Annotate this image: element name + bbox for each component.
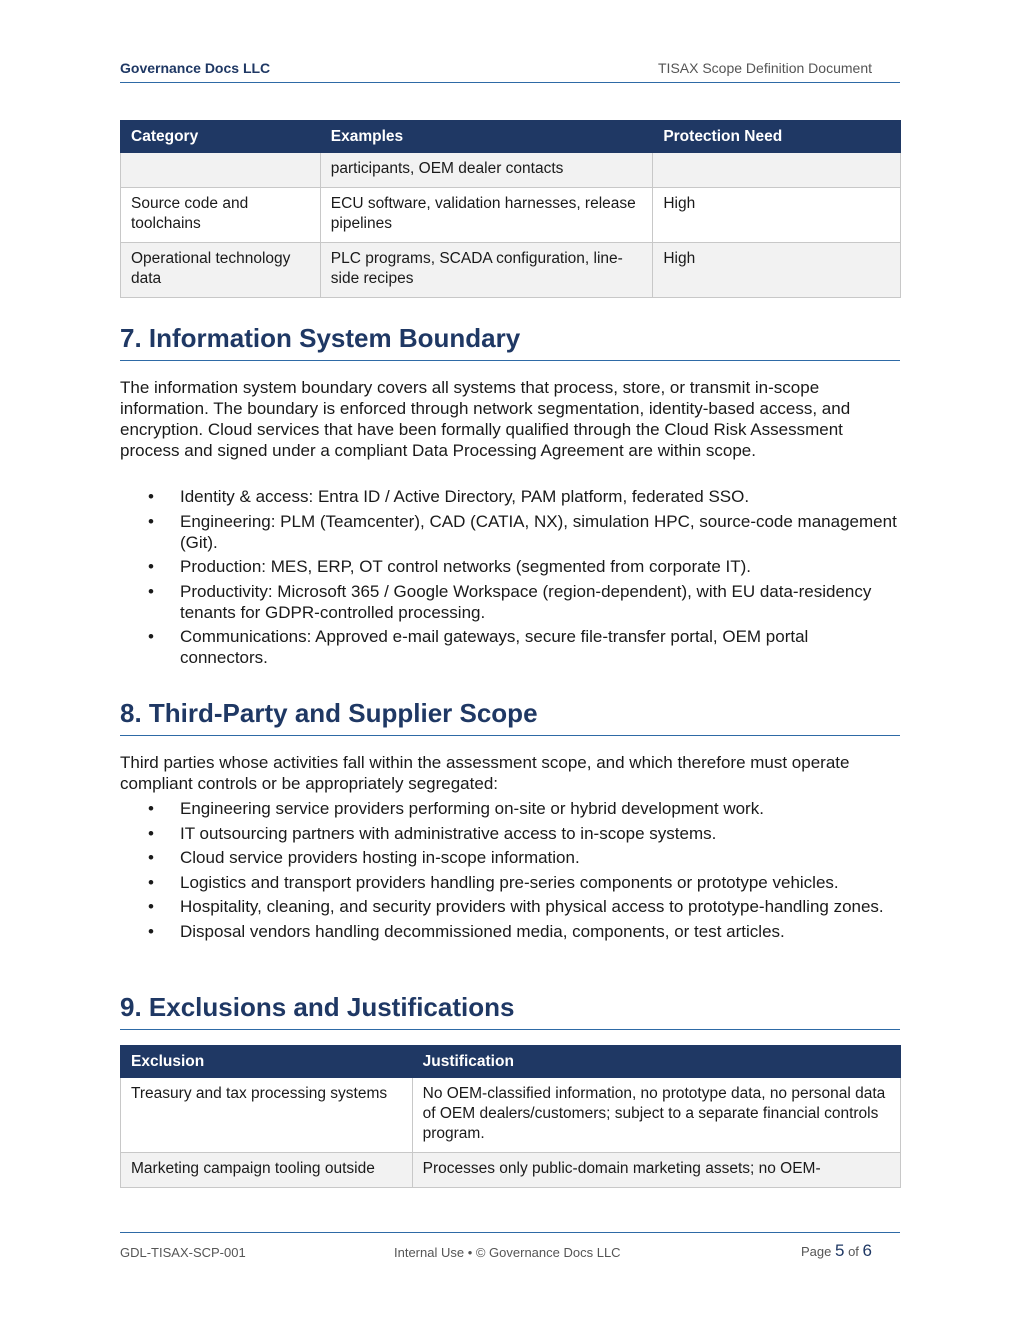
list-item: • Disposal vendors handling decommissioned media, components, or test articles. xyxy=(120,921,900,942)
list-item: • Productivity: Microsoft 365 / Google Workspace (region-dependent), with EU data-residency tenants for GDPR-controlled processing. xyxy=(120,581,900,623)
table-header-row xyxy=(121,121,901,153)
table-row xyxy=(121,1078,901,1153)
table-cell: No OEM-classified information, no prototype data, no personal data of OEM dealers/customers; subject to a separate financial controls program. xyxy=(412,1078,900,1153)
table-cell: High xyxy=(653,188,901,243)
section-7-bullet-list xyxy=(120,486,900,672)
table-row xyxy=(121,188,901,243)
document-title: TISAX Scope Definition Document xyxy=(658,60,872,76)
column-header-justification: Justification xyxy=(412,1046,900,1078)
column-header-category: Category xyxy=(121,121,321,153)
section-7-paragraph: The information system boundary covers all systems that process, store, or transmit in-scope information. The boundary is enforced through network segmentation, identity-based access, and encryption. Cloud services that have been formally qualified through the Cloud Risk Assessment process and signed under a compliant Data Processing Agreement are within scope. xyxy=(120,378,851,460)
table-header-row xyxy=(121,1046,901,1078)
section-8-bullet-list xyxy=(120,798,900,945)
section-heading-7: 7. Information System Boundary xyxy=(120,323,900,361)
list-item: • Logistics and transport providers handling pre-series components or prototype vehicles. xyxy=(120,872,900,893)
list-item: • Production: MES, ERP, OT control networks (segmented from corporate IT). xyxy=(120,556,900,577)
document-id: GDL-TISAX-SCP-001 xyxy=(120,1245,246,1260)
table-cell xyxy=(653,153,901,188)
page-header xyxy=(120,58,900,83)
list-item: • Hospitality, cleaning, and security providers with physical access to prototype-handling zones. xyxy=(120,896,900,917)
table-cell: High xyxy=(653,243,901,298)
table-row xyxy=(121,243,901,298)
list-item: • Cloud service providers hosting in-scope information. xyxy=(120,847,900,868)
table-cell: Treasury and tax processing systems xyxy=(121,1078,413,1153)
table-cell: Processes only public-domain marketing assets; no OEM- xyxy=(412,1153,900,1188)
section-heading-8: 8. Third-Party and Supplier Scope xyxy=(120,698,900,736)
table-cell: PLC programs, SCADA configuration, line-side recipes xyxy=(320,243,653,298)
table-cell: Source code and toolchains xyxy=(121,188,321,243)
table-row xyxy=(121,153,901,188)
current-page: 5 xyxy=(834,1241,845,1260)
company-name: Governance Docs LLC xyxy=(120,60,271,76)
column-header-examples: Examples xyxy=(320,121,653,153)
page-label: Page xyxy=(800,1244,832,1259)
section-heading-9: 9. Exclusions and Justifications xyxy=(120,992,900,1030)
table-row xyxy=(121,1153,901,1188)
exclusions-table xyxy=(120,1045,901,1188)
table-cell xyxy=(121,153,321,188)
list-item: • Engineering service providers performing on-site or hybrid development work. xyxy=(120,798,900,819)
total-pages: 6 xyxy=(862,1241,872,1260)
table-cell: participants, OEM dealer contacts xyxy=(320,153,653,188)
page-number xyxy=(801,1241,872,1261)
page-footer xyxy=(120,1232,900,1260)
section-8-paragraph: Third parties whose activities fall within the assessment scope, and which therefore must operate compliant controls or be appropriately segregated: xyxy=(120,753,850,793)
column-header-protection-need: Protection Need xyxy=(653,121,901,153)
list-item: • Communications: Approved e-mail gateways, secure file-transfer portal, OEM portal connectors. xyxy=(120,626,900,668)
classification-notice: Internal Use • © Governance Docs LLC xyxy=(394,1245,621,1260)
table-cell: Marketing campaign tooling outside xyxy=(121,1153,413,1188)
data-category-table xyxy=(120,120,901,298)
column-header-exclusion: Exclusion xyxy=(121,1046,413,1078)
list-item: • Engineering: PLM (Teamcenter), CAD (CATIA, NX), simulation HPC, source-code management (Git). xyxy=(120,511,900,553)
list-item: • IT outsourcing partners with administrative access to in-scope systems. xyxy=(120,823,900,844)
list-item: • Identity & access: Entra ID / Active Directory, PAM platform, federated SSO. xyxy=(120,486,900,507)
table-cell: Operational technology data xyxy=(121,243,321,298)
table-cell: ECU software, validation harnesses, release pipelines xyxy=(320,188,653,243)
page-of-label: of xyxy=(848,1244,859,1259)
